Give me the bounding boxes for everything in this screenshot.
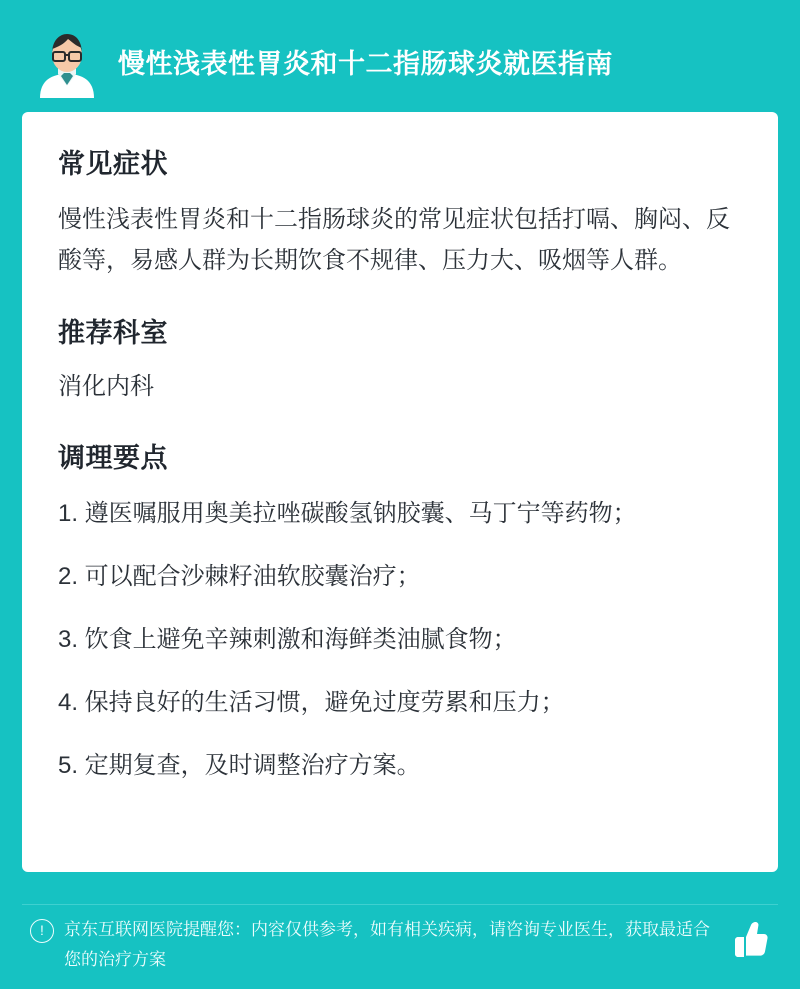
section-title-department: 推荐科室 — [58, 318, 168, 348]
care-list — [58, 493, 742, 786]
section-title-care: 调理要点 — [58, 443, 168, 473]
header — [22, 22, 778, 100]
thumbs-up-icon — [724, 917, 770, 963]
symptoms-text: 慢性浅表性胃炎和十二指肠球炎的常见症状包括打嗝、胸闷、反酸等，易感人群为长期饮食不规律、压力大、吸烟等人群。 — [58, 206, 730, 274]
info-icon: ! — [30, 919, 54, 943]
footer-disclaimer — [22, 904, 778, 975]
section-title-symptoms: 常见症状 — [58, 149, 168, 179]
list-item: 2. 可以配合沙棘籽油软胶囊治疗； — [58, 563, 421, 590]
page-title: 慢性浅表性胃炎和十二指肠球炎就医指南 — [118, 48, 613, 79]
list-item: 4. 保持良好的生活习惯，避免过度劳累和压力； — [58, 689, 565, 716]
list-item: 1. 遵医嘱服用奥美拉唑碳酸氢钠胶囊、马丁宁等药物； — [58, 500, 637, 527]
doctor-avatar-icon — [30, 24, 104, 98]
department-text: 消化内科 — [58, 373, 154, 400]
list-item: 5. 定期复查，及时调整治疗方案。 — [58, 752, 421, 779]
list-item: 3. 饮食上避免辛辣刺激和海鲜类油腻食物； — [58, 626, 517, 653]
footer-text: 京东互联网医院提醒您：内容仅供参考，如有相关疾病，请咨询专业医生，获取最适合您的治疗方案 — [64, 920, 710, 969]
content-card — [22, 112, 778, 872]
